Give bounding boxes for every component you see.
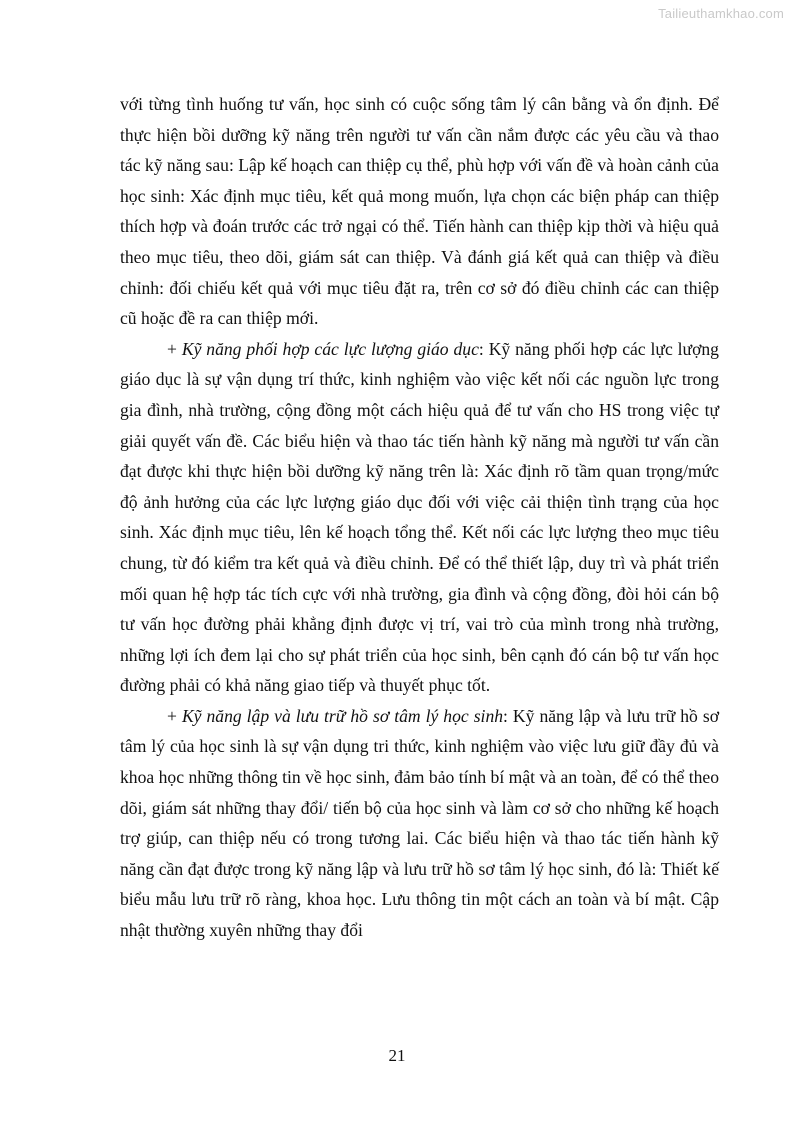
page-number: 21: [388, 1046, 406, 1065]
paragraph-1-text: với từng tình huống tư vấn, học sinh có cuộc sống tâm lý cân bằng và ổn định. Để thực hiện bồi dưỡng kỹ năng trên người tư vấn cần nắm được các yêu cầu và thao tác kỹ năng sau: Lập kế hoạch can thiệp cụ thể, phù hợp với vấn đề và hoàn cảnh của học sinh: Xác định mục tiêu, kết quả mong muốn, lựa chọn các biện pháp can thiệp thích hợp và đoán trước các trở ngại có thể. Tiến hành can thiệp kịp thời và hiệu quả theo mục tiêu, theo dõi, giám sát can thiệp. Và đánh giá kết quả can thiệp và điều chỉnh: đối chiếu kết quả với mục tiêu đặt ra, trên cơ sở đó điều chỉnh các can thiệp cũ hoặc đề ra can thiệp mới.: [120, 94, 719, 329]
paragraph-2-heading: Kỹ năng phối hợp các lực lượng giáo dục: [181, 338, 479, 359]
paragraph-3: [120, 701, 719, 946]
paragraph-1: [120, 89, 719, 334]
paragraph-2: [120, 334, 719, 701]
paragraph-3-heading: Kỹ năng lập và lưu trữ hồ sơ tâm lý học sinh: [181, 705, 504, 726]
paragraph-2-prefix: +: [167, 338, 182, 359]
page-body: [120, 89, 719, 946]
paragraph-2-text: : Kỹ năng phối hợp các lực lượng giáo dục là sự vận dụng trí thức, kinh nghiệm vào việc kết nối các nguồn lực trong gia đình, nhà trường, cộng đồng một cách hiệu quả để tư vấn cho HS trong việc tự giải quyết vấn đề. Các biểu hiện và thao tác tiến hành kỹ năng mà người tư vấn cần đạt được khi thực hiện bồi dưỡng kỹ năng trên là: Xác định rõ tầm quan trọng/mức độ ảnh hưởng của các lực lượng giáo dục đối với việc cải thiện tình trạng của học sinh. Xác định mục tiêu, lên kế hoạch tổng thể. Kết nối các lực lượng theo mục tiêu chung, từ đó kiểm tra kết quả và điều chỉnh. Để có thể thiết lập, duy trì và phát triển mối quan hệ hợp tác tích cực với nhà trường, gia đình và cộng đồng, đòi hỏi cán bộ tư vấn học đường phải khẳng định được vị trí, vai trò của mình trong nhà trường, những lợi ích đem lại cho sự phát triển của học sinh, bên cạnh đó cán bộ tư vấn học đường phải có khả năng giao tiếp và thuyết phục tốt.: [120, 338, 719, 696]
paragraph-3-prefix: +: [167, 705, 182, 726]
paragraph-3-text: : Kỹ năng lập và lưu trữ hồ sơ tâm lý của học sinh là sự vận dụng tri thức, kinh nghiệm vào việc lưu giữ đầy đủ và khoa học những thông tin về học sinh, đảm bảo tính bí mật và an toàn, để có thể theo dõi, giám sát những thay đổi/ tiến bộ của học sinh và làm cơ sở cho những kế hoạch trợ giúp, can thiệp nếu có trong tương lai. Các biểu hiện và thao tác tiến hành kỹ năng cần đạt được trong kỹ năng lập và lưu trữ hồ sơ tâm lý học sinh, đó là: Thiết kế biểu mẫu lưu trữ rõ ràng, khoa học. Lưu thông tin một cách an toàn và bí mật. Cập nhật thường xuyên những thay đổi: [120, 705, 720, 941]
watermark: Tailieuthamkhao.com: [658, 6, 784, 21]
